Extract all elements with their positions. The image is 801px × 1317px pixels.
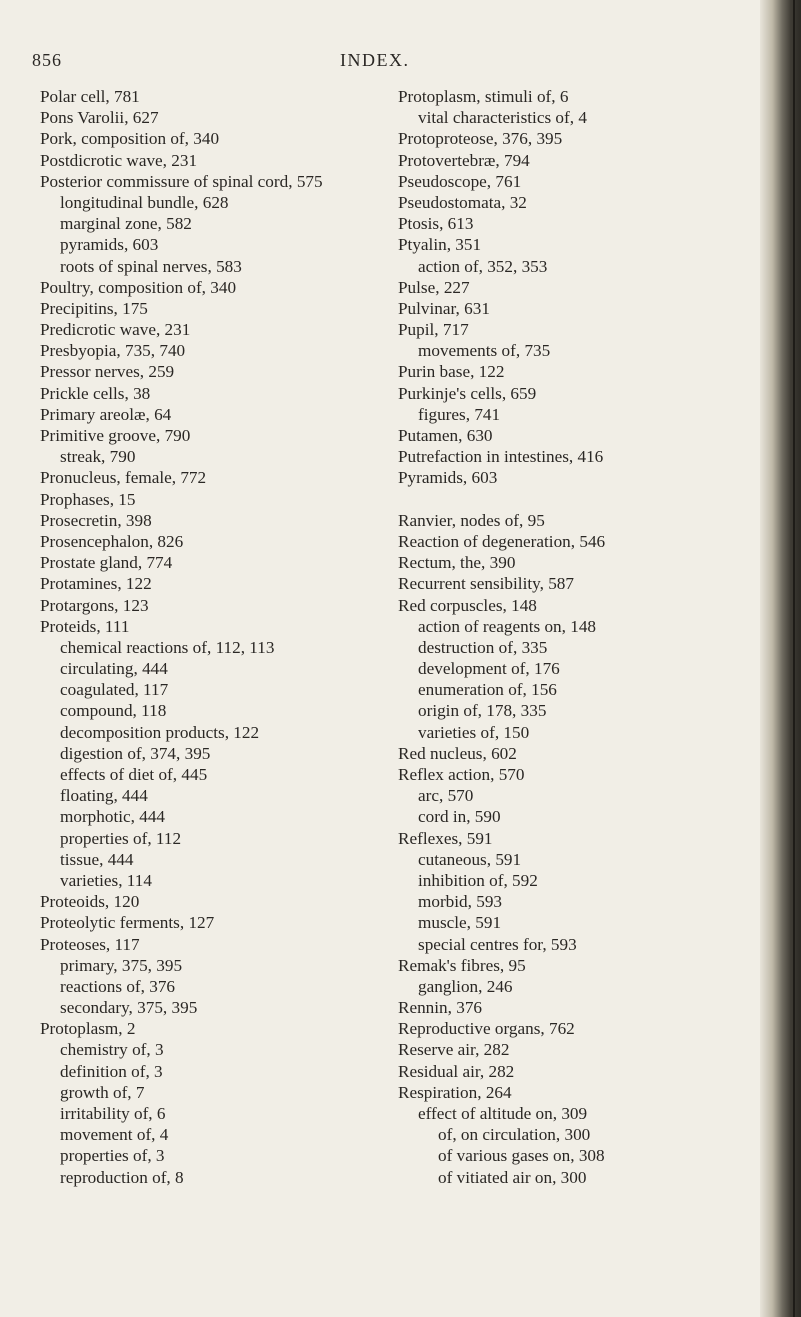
index-entry: Residual air, 282 (398, 1061, 515, 1081)
index-subentry: growth of, 7 (60, 1082, 145, 1102)
index-entry: Protoplasm, 2 (40, 1019, 136, 1039)
index-entry: Remak's fibres, 95 (398, 955, 526, 975)
index-subentry: longitudinal bundle, 628 (60, 192, 229, 212)
index-subentry: digestion of, 374, 395 (60, 743, 211, 763)
index-subentry: morphotic, 444 (60, 807, 166, 827)
index-entry: Pupil, 717 (398, 320, 469, 340)
index-subentry: roots of spinal nerves, 583 (60, 256, 242, 276)
index-entry: Pseudostomata, 32 (398, 192, 527, 212)
index-subentry: enumeration of, 156 (418, 680, 557, 700)
index-subentry: movements of, 735 (418, 341, 551, 361)
index-entry: Prophases, 15 (40, 489, 136, 509)
index-entry: Poultry, composition of, 340 (40, 277, 237, 297)
index-entry: Proteoids, 120 (40, 892, 140, 912)
index-entry: Putrefaction in intestines, 416 (398, 447, 604, 467)
index-entry: Reflexes, 591 (398, 828, 493, 848)
index-subentry: of, on circulation, 300 (438, 1125, 591, 1145)
index-subentry: properties of, 112 (60, 828, 182, 848)
index-subentry: muscle, 591 (418, 913, 502, 933)
index-subentry: chemistry of, 3 (60, 1040, 164, 1060)
index-entry: Reproductive organs, 762 (398, 1019, 575, 1039)
index-subentry: inhibition of, 592 (418, 870, 538, 890)
index-entry: Ranvier, nodes of, 95 (398, 510, 545, 530)
index-entry: Prosecretin, 398 (40, 510, 152, 530)
index-entry: Prickle cells, 38 (40, 383, 151, 403)
index-subentry: tissue, 444 (60, 849, 134, 869)
index-entry: Precipitins, 175 (40, 298, 148, 318)
index-entry: Respiration, 264 (398, 1082, 512, 1102)
index-subentry: irritability of, 6 (60, 1104, 166, 1123)
index-subentry: of vitiated air on, 300 (438, 1167, 587, 1187)
index-subentry: arc, 570 (418, 786, 474, 806)
index-entry: Pressor nerves, 259 (40, 362, 175, 382)
index-entry: Proteoses, 117 (40, 934, 140, 954)
index-entry: Protamines, 122 (40, 574, 152, 594)
index-entry: Red corpuscles, 148 (398, 595, 537, 615)
index-subentry: properties of, 3 (60, 1146, 165, 1166)
index-entry: Purin base, 122 (398, 362, 505, 382)
index-entry: Pons Varolii, 627 (40, 108, 159, 128)
index-entry: Rectum, the, 390 (398, 553, 516, 573)
index-subentry: reactions of, 376 (60, 976, 176, 996)
index-entry: Protoproteose, 376, 395 (398, 129, 563, 149)
book-binding-line (793, 0, 795, 1317)
index-subentry: marginal zone, 582 (60, 214, 192, 234)
index-entry: Postdicrotic wave, 231 (40, 150, 198, 170)
index-subentry: reproduction of, 8 (60, 1167, 184, 1187)
index-subentry: movement of, 4 (60, 1125, 169, 1145)
index-subentry: morbid, 593 (418, 892, 503, 912)
index-entry: Ptyalin, 351 (398, 235, 482, 255)
index-entry: Proteolytic ferments, 127 (40, 913, 215, 933)
index-subentry: definition of, 3 (60, 1061, 163, 1081)
index-entry: Proteids, 111 (40, 616, 130, 636)
index-entry: Putamen, 630 (398, 426, 493, 445)
index-subentry: destruction of, 335 (418, 637, 548, 657)
index-subentry: cord in, 590 (418, 807, 501, 827)
index-subentry: action of reagents on, 148 (418, 616, 597, 636)
index-entry: Prostate gland, 774 (40, 553, 173, 573)
index-subentry: effects of diet of, 445 (60, 765, 208, 784)
index-subentry: secondary, 375, 395 (60, 998, 198, 1018)
index-subentry: varieties, 114 (60, 870, 152, 890)
index-subentry: pyramids, 603 (60, 235, 159, 255)
index-subentry: origin of, 178, 335 (418, 701, 547, 721)
index-entry: Pulvinar, 631 (398, 298, 490, 318)
index-subentry: figures, 741 (418, 404, 501, 424)
index-entry: Rennin, 376 (398, 998, 483, 1018)
index-subentry: primary, 375, 395 (60, 955, 183, 975)
index-entry: Posterior commissure of spinal cord, 575 (40, 171, 323, 191)
index-subentry: development of, 176 (418, 659, 560, 679)
index-entry: Primary areolæ, 64 (40, 404, 172, 424)
index-entry: Purkinje's cells, 659 (398, 383, 537, 403)
index-subentry: action of, 352, 353 (418, 256, 548, 276)
index-entry: Prosencephalon, 826 (40, 531, 184, 551)
page-header (32, 50, 712, 74)
index-entry: Protovertebræ, 794 (398, 150, 530, 170)
index-subentry: chemical reactions of, 112, 113 (60, 637, 275, 657)
index-entry: Pronucleus, female, 772 (40, 468, 207, 488)
index-subentry: cutaneous, 591 (418, 849, 522, 869)
index-subentry: special centres for, 593 (418, 934, 577, 954)
index-entry: Protargons, 123 (40, 595, 149, 615)
index-entry: Recurrent sensibility, 587 (398, 574, 574, 594)
index-entry: Pseudoscope, 761 (398, 171, 522, 191)
index-subentry: ganglion, 246 (418, 976, 513, 996)
index-entry: Ptosis, 613 (398, 214, 474, 234)
running-title: INDEX. (340, 50, 410, 70)
index-subentry: varieties of, 150 (418, 722, 530, 742)
index-subentry: circulating, 444 (60, 659, 168, 679)
index-column-left (40, 86, 385, 1188)
index-entry: Pyramids, 603 (398, 468, 498, 488)
index-subentry: vital characteristics of, 4 (418, 108, 587, 128)
index-entry: Reaction of degeneration, 546 (398, 531, 606, 551)
index-entry: Polar cell, 781 (40, 87, 140, 106)
index-column-right (398, 86, 738, 1188)
index-entry: Primitive groove, 790 (40, 426, 191, 445)
index-subentry: floating, 444 (60, 786, 148, 806)
index-section-gap (398, 489, 738, 510)
index-subentry: effect of altitude on, 309 (418, 1104, 588, 1123)
index-entry: Pulse, 227 (398, 277, 470, 297)
index-subentry: compound, 118 (60, 701, 167, 721)
page-number: 856 (32, 50, 62, 70)
index-entry: Pork, composition of, 340 (40, 129, 220, 149)
index-entry: Presbyopia, 735, 740 (40, 341, 186, 361)
index-subentry: decomposition products, 122 (60, 722, 260, 742)
index-subentry: coagulated, 117 (60, 680, 169, 700)
index-entry: Reflex action, 570 (398, 765, 525, 784)
index-subentry: of various gases on, 308 (438, 1146, 605, 1166)
index-entry: Red nucleus, 602 (398, 743, 517, 763)
index-subentry: streak, 790 (60, 447, 136, 467)
index-entry: Predicrotic wave, 231 (40, 320, 191, 340)
index-entry: Reserve air, 282 (398, 1040, 510, 1060)
index-entry: Protoplasm, stimuli of, 6 (398, 87, 569, 106)
